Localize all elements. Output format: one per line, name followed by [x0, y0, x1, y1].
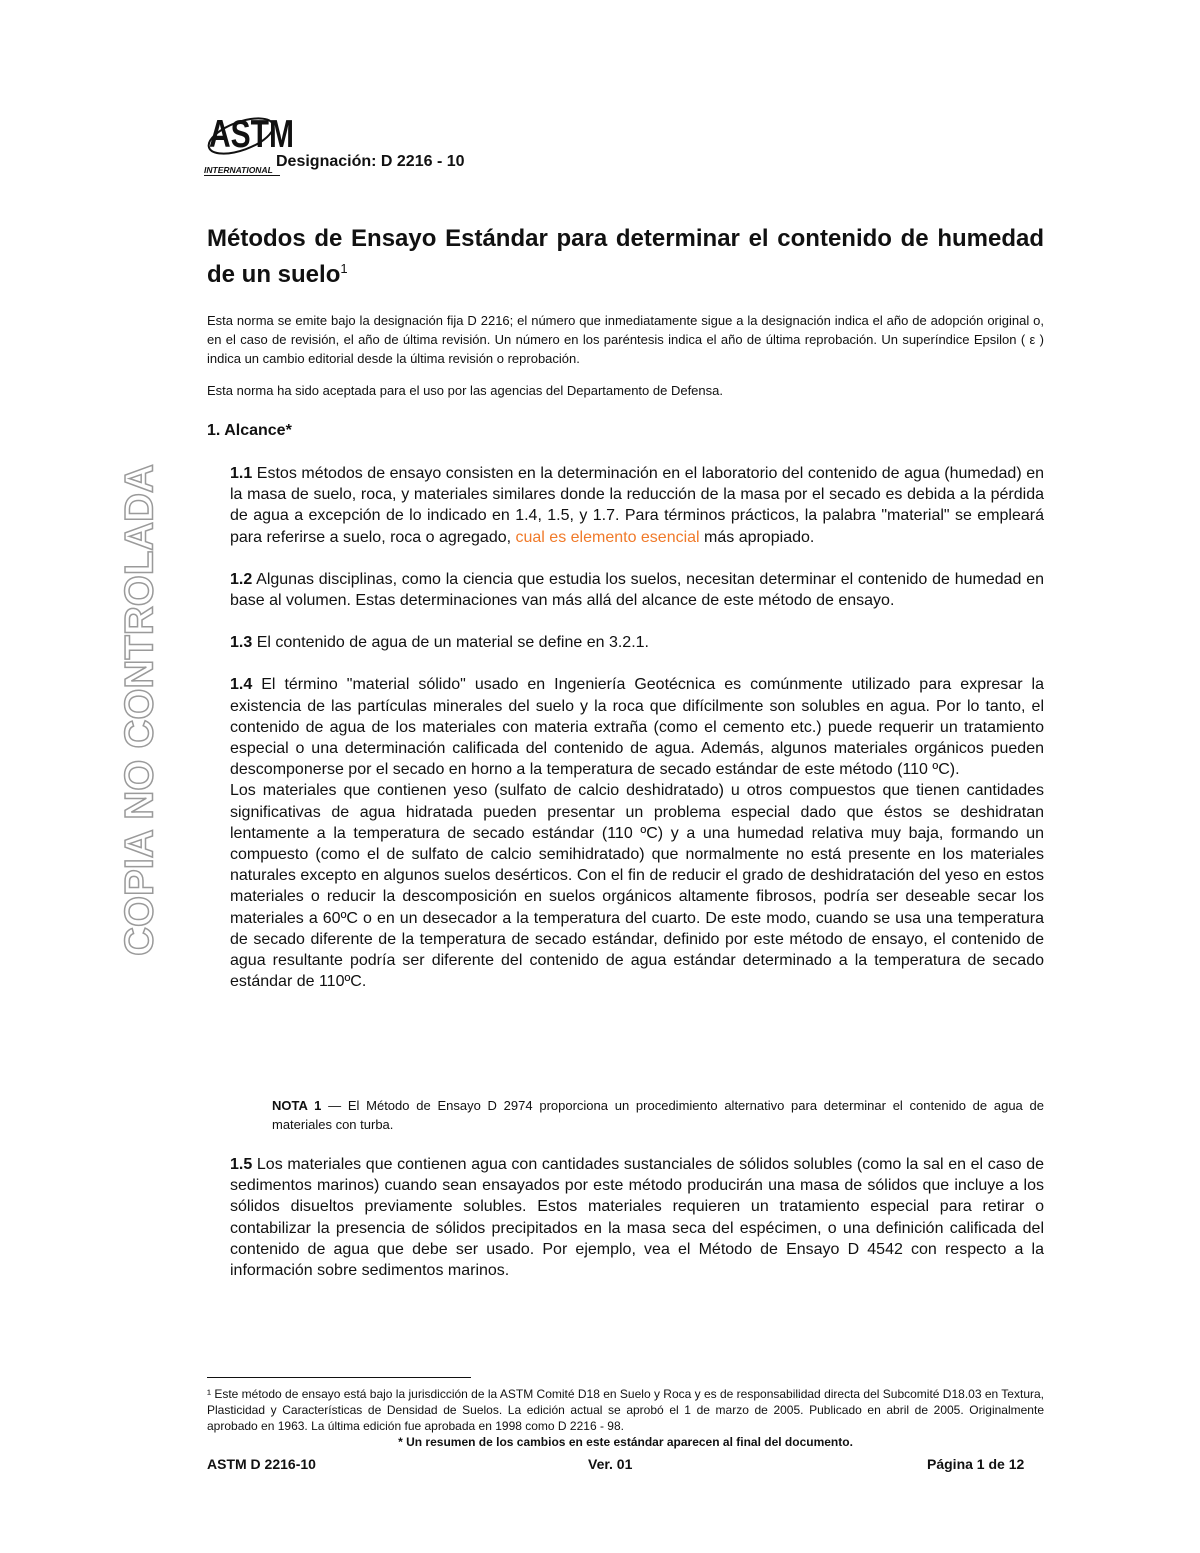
footer-version: Ver. 01	[588, 1456, 633, 1472]
changes-summary-note: * Un resumen de los cambios en este estándar aparecen al final del documento.	[398, 1435, 853, 1449]
footer-page-number: Página 1 de 12	[927, 1456, 1025, 1472]
paragraph-1-4-continued: Los materiales que contienen yeso (sulfato de calcio deshidratado) u otros compuestos que tienen cantidades significativas de agua hidratada pueden presentar un problema especial dado que éstos se deshidratan lentamente a la temperatura de secado estándar (110 ºC) y a una humedad relativa muy baja, formando un compuesto (como el de sulfato de calcio semihidratado) que normalmente no está presente en los materiales naturales excepto en algunos suelos desérticos. Con el fin de reducir el grado de deshidratación del yeso en estos materiales o reducir la descomposición en suelos orgánicos altamente fibrosos, podría ser deseable secar los materiales a 60ºC o en un desecador a la temperatura del cuarto. De este modo, cuando se usa una temperatura de secado diferente de la temperatura de secado estándar, definido por este método de ensayo, el contenido de agua resultante podría ser diferente del contenido de agua estándar determinado a la temperatura de secado estándar de 110ºC.	[230, 782, 1044, 991]
highlighted-link[interactable]: cual es elemento esencial	[515, 528, 700, 546]
title-footnote-ref: 1	[340, 261, 348, 276]
paragraph-1-5	[230, 1154, 1044, 1281]
footnote-text: ¹ Este método de ensayo está bajo la jurisdicción de la ASTM Comité D18 en Suelo y Roca y es de responsabilidad directa del Subcomité D18.03 en Textura, Plasticidad y Características de Densidad de Suelos. La edición actual se aprobó el 1 de marzo de 2005. Publicado en abril de 2005. Originalmente aprobado en 1963. La última edición fue aprobada en 1998 como D 2216 - 98.	[207, 1387, 1044, 1433]
footnote	[207, 1386, 1044, 1450]
paragraph-text: El término "material sólido" usado en Ingeniería Geotécnica es comúnmente utilizado para expresar la existencia de las partículas minerales del suelo y la roca que difícilmente son solubles en agua. Por lo tanto, el contenido de agua de los materiales con materia extraña (como el cemento etc.) puede requerir un tratamiento especial o una determinación calificada del contenido de agua. Además, algunos materiales orgánicos pueden descomponerse por el secado en horno a la temperatura de secado estándar de este método (110 ºC).	[230, 676, 1044, 779]
section-heading: 1. Alcance*	[207, 422, 292, 439]
svg-text:ASTM: ASTM	[209, 113, 294, 156]
intro-designation-note: Esta norma se emite bajo la designación fija D 2216; el número que inmediatamente sigue a la designación indica el año de adopción original o, en el caso de revisión, el año de última revisión. Un número en los paréntesis indica el año de última reprobación. Un superíndice Epsilon ( ε ) indica un cambio editorial desde la última revisión o reprobación.	[207, 313, 1044, 366]
paragraph-number: 1.3	[230, 634, 253, 652]
paragraph-text: Los materiales que contienen agua con cantidades sustanciales de sólidos solubles (como la sal en el caso de sedimentos marinos) cuando sean ensayados por este método producirán una masa de sólidos que incluye a los sólidos disueltos previamente solubles. Estos materiales requieren un tratamiento especial para retirar o contabilizar la presencia de sólidos precipitados en la masa seca del espécimen, o una definición calificada del contenido de agua que debe ser usado. Por ejemplo, vea el Método de Ensayo D 4542 con respecto a la información sobre sedimentos marinos.	[230, 1156, 1044, 1280]
paragraph-1-2	[230, 569, 1044, 611]
document-title	[207, 224, 1044, 290]
paragraph-1-1	[230, 463, 1044, 548]
paragraph-1-4	[230, 674, 1044, 780]
paragraph-1-3	[230, 632, 1044, 653]
watermark: COPIA NO CONTROLADA	[117, 464, 162, 956]
note-label: NOTA 1	[272, 1098, 322, 1113]
paragraph-text: Estos métodos de ensayo consisten en la determinación en el laboratorio del contenido de agua (humedad) en la masa de suelo, roca, y materiales similares donde la reducción de la masa por el secado es debida a la pérdida de agua a excepción de lo indicado en 1.4, 1.5, y 1.7. Para términos prácticos, la palabra "material" se empleará para referirse a suelo, roca o agregado,	[230, 465, 1044, 546]
footer-standard: ASTM D 2216-10	[207, 1456, 316, 1472]
note-text: — El Método de Ensayo D 2974 proporciona un procedimiento alternativo para determinar el contenido de agua de materiales con turba.	[272, 1098, 1044, 1132]
astm-logo	[203, 108, 294, 178]
paragraph-text: Algunas disciplinas, como la ciencia que estudia los suelos, necesitan determinar el contenido de humedad en base al volumen. Estas determinaciones van más allá del alcance de este método de ensayo.	[230, 570, 1044, 610]
section-body	[230, 463, 1044, 1013]
title-text: Métodos de Ensayo Estándar para determinar el contenido de humedad de un suelo	[207, 225, 1044, 288]
paragraph-number: 1.2	[230, 570, 253, 588]
paragraph-number: 1.5	[230, 1156, 253, 1173]
paragraph-text: El contenido de agua de un material se define en 3.2.1.	[252, 634, 649, 652]
note-1	[272, 1096, 1044, 1134]
paragraph-number: 1.4	[230, 676, 253, 694]
footnote-divider	[207, 1377, 471, 1378]
paragraph-number: 1.1	[230, 465, 253, 482]
svg-text:INTERNATIONAL: INTERNATIONAL	[204, 165, 273, 175]
intro-defense-note: Esta norma ha sido aceptada para el uso por las agencias del Departamento de Defensa.	[207, 383, 723, 398]
paragraph-text: más apropiado.	[699, 528, 815, 546]
designation: Designación: D 2216 - 10	[276, 153, 465, 170]
